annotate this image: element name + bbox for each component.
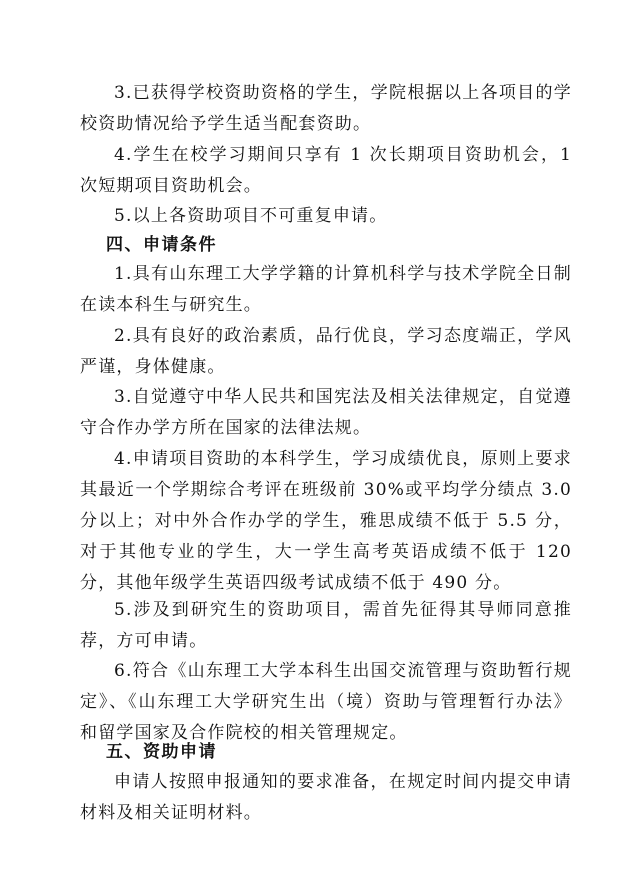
section-heading-funding-application: 五、资助申请 (106, 742, 217, 762)
paragraph-condition-4: 4.申请项目资助的本科学生，学习成绩优良，原则上要求其最近一个学期综合考评在班级前 30%或平均学分绩点 3.0 分以上；对中外合作办学的学生，雅思成绩不低于 5.5 分，对于其他专业的学生，大一学生高考英语成绩不低于 120 分，其他年级学生英语四级考试成绩不低于 490 分。 (80, 449, 572, 593)
paragraph-condition-5: 5.涉及到研究生的资助项目，需首先征得其导师同意推荐，方可申请。 (80, 600, 572, 651)
paragraph-application-procedure: 申请人按照申报通知的要求准备，在规定时间内提交申请材料及相关证明材料。 (80, 772, 572, 823)
paragraph-funding-item-3: 3.已获得学校资助资格的学生，学院根据以上各项目的学校资助情况给予学生适当配套资助。 (80, 83, 572, 134)
section-heading-application-conditions: 四、申请条件 (106, 235, 217, 255)
paragraph-funding-item-5: 5.以上各资助项目不可重复申请。 (114, 206, 388, 226)
paragraph-funding-item-4: 4.学生在校学习期间只享有 1 次长期项目资助机会，1 次短期项目资助机会。 (80, 145, 572, 196)
paragraph-condition-1: 1.具有山东理工大学学籍的计算机科学与技术学院全日制在读本科生与研究生。 (80, 264, 572, 315)
paragraph-condition-2: 2.具有良好的政治素质，品行优良，学习态度端正，学风严谨，身体健康。 (80, 326, 572, 377)
paragraph-condition-3: 3.自觉遵守中华人民共和国宪法及相关法律规定，自觉遵守合作办学方所在国家的法律法规。 (80, 387, 572, 438)
paragraph-condition-6: 6.符合《山东理工大学本科生出国交流管理与资助暂行规定》、《山东理工大学研究生出（境）资助与管理暂行办法》和留学国家及合作院校的相关管理规定。 (80, 661, 572, 743)
